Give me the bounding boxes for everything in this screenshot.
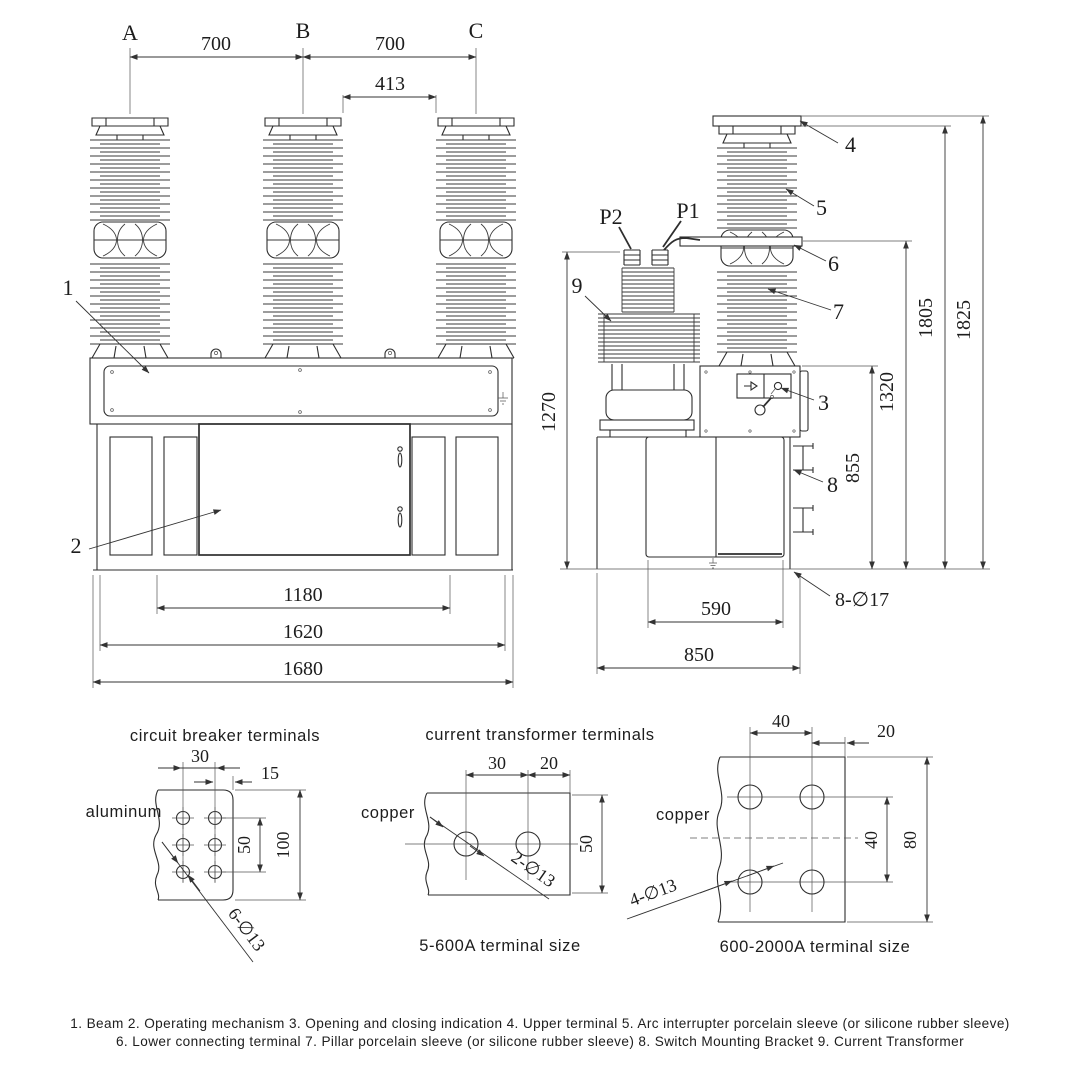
detail-cb-dimensions [158, 746, 306, 962]
front-bottom-dimensions [93, 575, 513, 688]
detail-big-material: copper [655, 806, 710, 824]
front-top-dimensions [122, 18, 483, 114]
lower-connecting-terminal [680, 237, 802, 246]
dim-phase-bc: 700 [375, 33, 405, 55]
callout-9-ct: 9 [571, 273, 583, 298]
callout-5-arc-sleeve: 5 [816, 195, 827, 220]
dim-big-40-top: 40 [772, 711, 790, 731]
side-base-cabinet [560, 437, 990, 569]
dim-big-40-right: 40 [861, 831, 881, 849]
detail-ct-material: copper [360, 804, 415, 822]
side-callouts [572, 121, 857, 497]
bushing-phase-c [436, 118, 516, 358]
callout-1-beam: 1 [62, 275, 74, 300]
legend-line-2: 6. Lower connecting terminal 7. Pillar porcelain sleeve (or silicone rubber sleeve) 8. Switch Mounting Bracket 9. Current Transformer [115, 1034, 965, 1049]
dim-big-holes: 4-∅13 [626, 874, 680, 911]
terminal-p1-label: P1 [676, 198, 700, 223]
callout-3-indication: 3 [818, 390, 829, 415]
callout-7-pillar-sleeve: 7 [833, 299, 844, 324]
dim-cb-50: 50 [234, 836, 254, 854]
callout-4-upper-terminal: 4 [845, 132, 856, 157]
callout-8-bracket: 8 [827, 472, 838, 497]
dim-side-door: 590 [701, 598, 731, 620]
dim-big-80: 80 [900, 831, 920, 849]
dim-lower-terminal-height: 1320 [876, 372, 898, 412]
mechanism-cabinet [93, 424, 513, 570]
legend [70, 1016, 1009, 1049]
ground-symbol-icon [709, 558, 717, 568]
current-transformer [598, 221, 700, 437]
phase-c-label: C [468, 18, 484, 43]
dim-frame-width: 1620 [283, 621, 323, 643]
dim-door-width: 1180 [283, 584, 323, 606]
dim-ct-holes: 2-∅13 [507, 846, 560, 892]
detail-ct-caption: 5-600A terminal size [419, 937, 581, 955]
dim-ct-20: 20 [540, 753, 558, 773]
pole-column [680, 116, 802, 366]
terminal-p2-label: P2 [599, 204, 623, 229]
callout-6-lower-terminal: 6 [828, 251, 839, 276]
detail-current-transformer-terminals [361, 726, 655, 955]
dim-phase-ab: 700 [201, 33, 231, 55]
dim-cb-15: 15 [261, 763, 279, 783]
detail-circuit-breaker-terminals [86, 727, 320, 962]
side-view [538, 116, 990, 674]
phase-b-label: B [295, 18, 311, 43]
dim-ct-30: 30 [488, 753, 506, 773]
dim-upper-height: 1805 [915, 298, 937, 338]
mounting-bracket [793, 443, 813, 535]
ground-symbol-icon [498, 392, 508, 404]
dim-big-20: 20 [877, 721, 895, 741]
front-view [63, 18, 517, 688]
dim-gap-bc: 413 [375, 73, 405, 95]
bushing-phase-a [90, 118, 170, 358]
open-close-indicator [737, 374, 791, 415]
phase-a-label: A [122, 20, 138, 45]
dim-cb-holes: 6-∅13 [224, 903, 270, 955]
dim-side-base: 850 [684, 644, 714, 666]
callout-2-mechanism: 2 [70, 533, 82, 558]
dim-ct-height: 1270 [538, 392, 560, 432]
detail-ct-title: current transformer terminals [425, 726, 655, 744]
lifting-lug-icon [211, 349, 395, 358]
dim-ct-50: 50 [576, 835, 596, 853]
dim-mounting-holes: 8-∅17 [835, 589, 890, 611]
dim-base-width: 1680 [283, 658, 323, 680]
door-handle-icon [398, 447, 402, 527]
detail-big-caption: 600-2000A terminal size [719, 938, 911, 956]
beam [90, 349, 512, 424]
bushing-phase-b [263, 118, 343, 358]
dim-total-height: 1825 [953, 300, 975, 340]
detail-cb-material: aluminum [85, 803, 162, 821]
dim-cb-100: 100 [273, 831, 293, 859]
detail-large-terminals [627, 711, 933, 956]
detail-ct-dimensions [430, 753, 608, 899]
dim-bracket-height: 855 [842, 453, 864, 483]
side-mechanism-box [700, 366, 808, 437]
legend-line-1: 1. Beam 2. Operating mechanism 3. Opening and closing indication 4. Upper terminal 5. Arc interrupter porcelain sleeve (or silicone rubber sleeve) [70, 1016, 1010, 1031]
detail-cb-title: circuit breaker terminals [129, 727, 321, 745]
dim-cb-30: 30 [191, 746, 209, 766]
